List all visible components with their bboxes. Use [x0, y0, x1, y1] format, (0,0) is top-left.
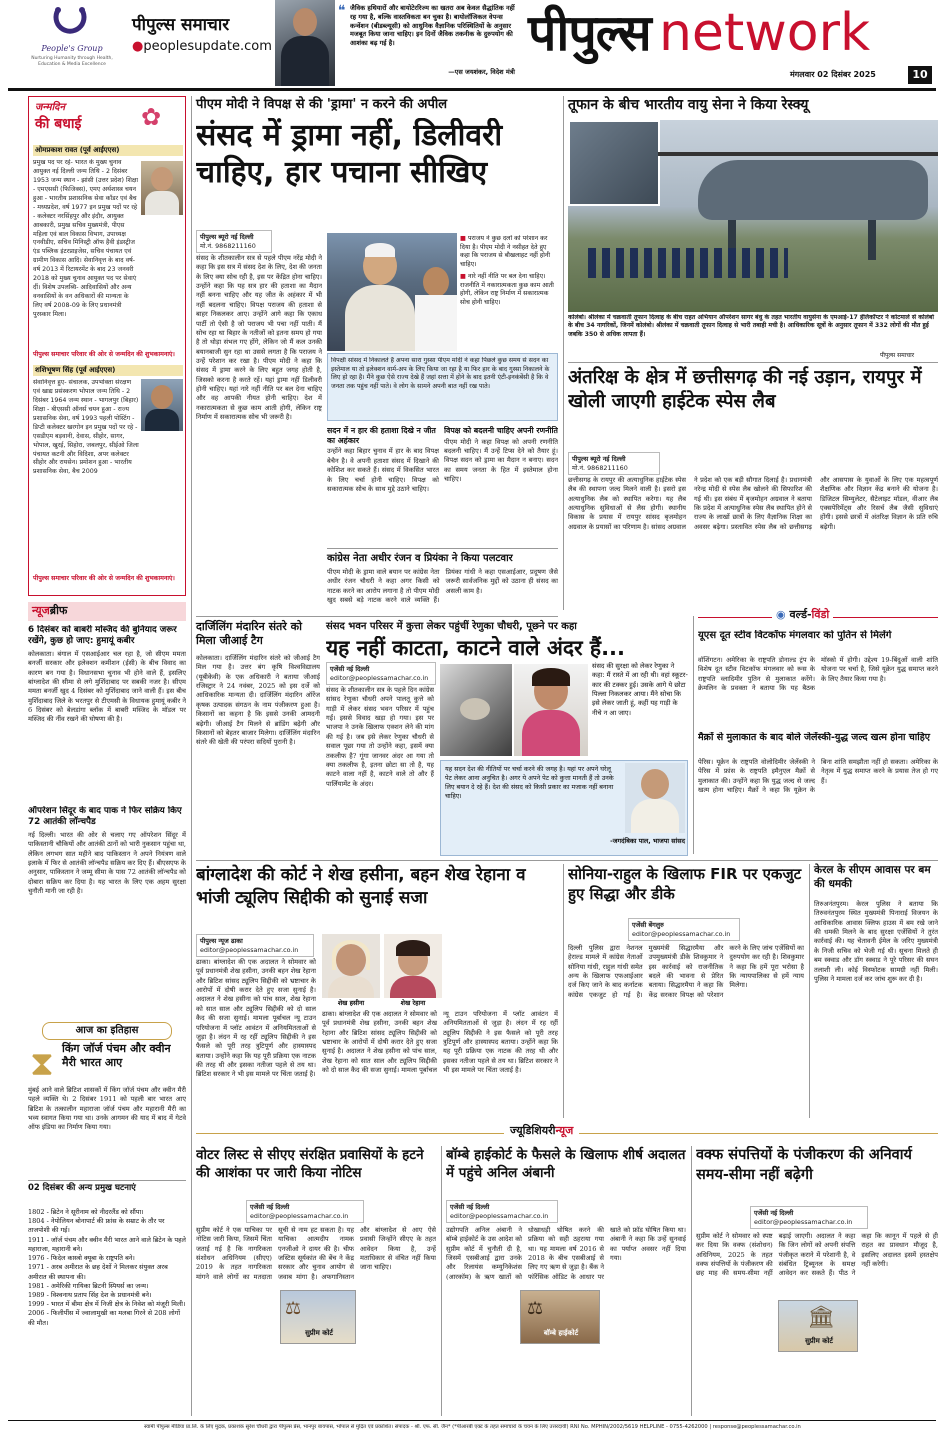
world-headline-2: मैक्रों से मुलाकात के बाद बोले जेलेंस्की-युद्ध जल्द खत्म होना चाहिए — [698, 732, 931, 743]
bangladesh-headline: बांग्लादेश की कोर्ट ने शेख हसीना, बहन शेख रेहाना व भांजी ट्यूलिप सिद्दीकी को सुनाई सजा — [196, 865, 526, 908]
brief-text-1: कोलकाता। बंगाल में एसआईआर चल रहा है, जो सीएम ममता बनर्जी सरकार और इलेक्शन कमीशन (ईसी) के बीच विवाद का कारण बन गया है। विधानसभा चुनाव भी होने वाले हैं, इसलिए बांग्लादेश की सीमा से लगे मुर्शिदाबाद पर सबकी नजर है। सीएम ममता बनर्जी खुद 4 दिसंबर को मुर्शिदाबाद जाने वाली हैं। इस बीच मुर्शिदाबाद जिले के भरतपुर से टीएमसी के विधायक हुमायूं कबीर ने 6 दिसंबर को बेलडांगा ब्लॉक में बाबरी मस्जिद के मॉडल पर मस्जिद की नींव रखने की घोषणा की है। — [28, 649, 186, 724]
space-byline — [568, 452, 660, 475]
birthday-p2-wish: पीपुल्स समाचार परिवार की ओर से जन्मदिन की शुभकामनाएं। — [33, 575, 175, 582]
news-brief-title-b: ब्रीफ — [49, 604, 68, 617]
pal-photo — [625, 763, 685, 833]
renuka-note-box — [440, 760, 688, 856]
gavel-icon: ⚖ — [285, 1298, 302, 1319]
renuka-photo — [514, 664, 588, 756]
j3-court-label: सुप्रीम कोर्ट — [805, 1337, 833, 1345]
rehana-photo — [384, 934, 442, 998]
sonia-byline-name: एजेंसी बेंगलुरु — [632, 921, 664, 929]
world-text-1: वॉशिंगटन। अमेरिका के राष्ट्रपति डोनाल्ड ट्रंप के विशेष दूत स्टीव विटकॉफ मंगलवार को रूस के राष्ट्रपति व्लादिमीर पुतिन से मुलाकात करेंगे। क्रेमलिन के प्रवक्ता ने बताया कि यह बैठक मॉस्को में होगी। उद्देश्य 19-बिंदुओं वाली शांति योजना पर चर्चा है, जिसे यूक्रेन युद्ध समाप्त करने के लिए तैयार किया गया है। — [698, 656, 938, 693]
j1-court-label: सुप्रीम कोर्ट — [305, 1329, 333, 1337]
network-english: network — [658, 3, 871, 63]
world-title-b: विंडो — [811, 608, 830, 621]
masthead-quote: जैविक हथियारों और बायोटेररिज्म का खतरा अब केवल सैद्धांतिक नहीं रह गया है, बल्कि वास्तविकता बन चुका है। बायोलॉजिकल वेपन्स कन्वेंशन (बीडब्ल्यूसी) को आधुनिक वैज्ञानिक परिस्थितियों के अनुसार मजबूत किया जाना चाहिए। इन दिनों जैविक तकनीक के दुरुपयोग की आशंका बढ़ गई है। — [350, 4, 515, 48]
j2-byline — [446, 1200, 558, 1223]
bangladesh-byline-email: editor@peoplessamachar.co.in — [200, 945, 299, 954]
j2-court-image — [520, 1290, 600, 1344]
j3-headline: वक्फ संपत्तियों के पंजीकरण की अनिवार्य समय-सीमा नहीं बढ़ेगी — [696, 1147, 912, 1183]
birthday-p1-text: प्रमुख पद पर रहे- भारत के मुख्य चुनाव आयुक्त नई दिल्ली जन्म तिथि - 2 दिसंबर 1953 जन्म स्थान - झांसी (उत्तर प्रदेश) शिक्षा - एमएससी (फिजिक्स), एमए अर्थशास्त्र चयन हुआ - भारतीय प्रशासनिक सेवा कॉडर एवं बैच - मध्यप्रदेश, वर्ष 1977 इन प्रमुख पदों पर रहे - कलेक्टर नरसिंहपुर और इंदौर, आयुक्त आबकारी, प्रमुख सचिव मुख्यमंत्री, पीएस महिला एवं बाल विकास विभाग, उपाध्यक्ष एनवीडीए, सचिव मिनिस्ट्री ऑफ हैवी इंडस्ट्रीज एंड पब्लिक इंटरप्राइजेस, सचिव पंचायत एवं ग्रामीण विकास आदि। सेवानिवृत्त के बाद वर्ष- वर्ष 2013 में रिटायरमेंट के बाद 23 जनवरी 2018 को मुख्य चुनाव आयुक्त पद पर सेवाएं दीं। विशेष उपलब्धि- आदिवासियों और अन्य वनवासियों के वन अधिकारों की मान्यता के लिए वर्ष 2008-09 के लिए प्रधानमंत्री पुरस्कार मिला। — [33, 159, 139, 318]
j2-byline-box — [446, 1200, 558, 1226]
j3-byline-box — [750, 1206, 868, 1232]
lead-photo-note-2-text: नारे नहीं नीति पर बल देना चाहिए। राजनीति में नकारात्मकता कुछ काम आती होगी, लेकिन राष्ट्र निर्माण में सकारात्मक सोच होनी चाहिए। — [460, 273, 554, 306]
bangladesh-text: ढाका। बांग्लादेश की एक अदालत ने सोमवार को पूर्व प्रधानमंत्री शेख हसीना, उनकी बहन शेख रेहाना और ब्रिटिश सांसद ट्यूलिप सिद्दीकी को भ्रष्टाचार के आरोपों में दोषी करार देते हुए सजा सुनाई है। अदालत ने शेख हसीना को पांच साल, शेख रेहाना को सात साल और ट्यूलिप सिद्दीकी को दो साल कैद की सजा सुनाई। मामला पूर्बाचल न्यू टाउन परियोजना में प्लॉट आवंटन में अनियमितताओं से जुड़ा है। लंदन में रह रहीं ट्यूलिप सिद्दीकी ने इस फैसले को पूरी तरह त्रुटिपूर्ण और हास्यास्पद बताया। उन्होंने कहा कि यह पूरी प्रक्रिया एक नाटक की तरह थी और इसका नतीजा पहले से तय था। ब्रिटिश सरकार ने भी इस मामले पर चिंता जताई है। — [196, 958, 316, 1079]
lead-sub1-text: उन्होंने कहा बिहार चुनाव में हार के बाद विपक्ष बेचैन है। वे अपनी हताशा संसद में दिखाने की कोशिश कर सकते हैं। संसद में विकसित भारत के लिए चर्चा होनी चाहिए। विपक्ष को सकारात्मक सोच के साथ मुद्दे उठाने चाहिए। — [327, 447, 439, 493]
lead-photo-note — [460, 235, 558, 350]
judiciary-title-b: न्यूज — [555, 1124, 574, 1137]
birthday-p2-text: सेवानिवृत्त हुए- संचालक, उपभोक्ता संरक्षण एवं खाद्य प्रसंस्करण भोपाल जन्म तिथि - 2 दिसंबर 1964 जन्म स्थान - भागलपुर (बिहार) शिक्षा - बीएससी ऑनर्स चयन हुआ - राज्य प्रशासनिक सेवा, वर्ष 1993 पहली पोस्टिंग - डिप्टी कलेक्टर खरगोन इन प्रमुख पदों पर रहे - एसडीएम बड़वानी, देवास, सीहोर, सागर, भोपाल, खुरई, सिहोरा, जबलपुर, सीईओ जिला पंचायत कटनी और विदिशा, अपर कलेक्टर सीहोर और रायसेन। प्रमोशन हुआ - भारतीय प्रशासनिक सेवा, बैच 2009 — [33, 379, 139, 476]
lead-sub2-text: पीएम मोदी ने कहा विपक्ष को अपनी रणनीति बदलनी चाहिए। मैं उन्हें टिप्स देने को तैयार हूं। विपक्ष सदन को ड्रामा का मैदान न बनाए। सदन का समय जनता के हित में इस्तेमाल होना चाहिए। — [444, 437, 558, 484]
darjeeling-headline: दार्जिलिंग मंदारिन संतरे को मिला जीआई टैग — [196, 620, 302, 647]
rule — [568, 362, 938, 363]
world-text-2: पेरिस। यूक्रेन के राष्ट्रपति वोलोदिमीर जेलेंस्की ने पेरिस में फ्रांस के राष्ट्रपति इमैनुएल मैक्रों से मुलाकात की। उन्होंने कहा कि युद्ध जल्द से जल्द खत्म होना चाहिए। मैक्रों ने कहा कि यूक्रेन के बिना शांति समझौता नहीं हो सकता। अमेरिका के नेतृत्व में युद्ध समाप्त करने के प्रयास तेज हो गए हैं। — [698, 758, 938, 795]
history-box — [28, 1022, 186, 1417]
history-event: 1981 - अमेरिकी गायिका ब्रिटनी स्पियर्स का जन्म। — [28, 1281, 149, 1290]
website-text: peoplesupdate.com — [143, 39, 272, 54]
renuka-note: यह सदन देश की नीतियों पर चर्चा करने की जगह है। यहां पर अपने घरेलू पेट लेकर आना अनुचित है। अगर ये अपने पेट को कुत्ता मानती हैं तो उनके लिए बयान दे रहे हैं। देश की संसद को किसी प्रकार का मजाक नहीं बनाना चाहिए। — [445, 765, 614, 800]
court-building-icon: 🏛 — [807, 1305, 835, 1330]
bangladesh-byline — [196, 934, 314, 957]
group-name: People's Group — [41, 44, 103, 53]
footer-rule — [8, 1420, 936, 1421]
history-event: 1804 - नेपोलियन बोनापार्ट की फ्रांस के सम्राट के तौर पर ताजपोशी की गई। — [28, 1217, 165, 1235]
j1-text: सुप्रीम कोर्ट ने एक याचिका पर नोटिस जारी किया, जिसमें चिंता जताई गई है कि नागरिकता संशोधन अधिनियम (सीएए) 2019 के तहत नागरिकता मांगने वाले लोगों का मतदाता सूची से नाम हट सकता है। यह याचिका आत्मदीप नामक एनजीओ ने दायर की है। चीफ जस्टिस सूर्यकांत की बेंच ने केंद्र सरकार और चुनाव आयोग से जवाब मांगा है। अफगानिस्तान और बांग्लादेश से आए ऐसे प्रवासी जिन्होंने सीएए के तहत आवेदन किया है, उन्हें मताधिकार से वंचित नहीं किया जाना चाहिए। — [196, 1226, 436, 1281]
darjeeling-text: कोलकाता। दार्जिलिंग मंदारिन संतरे को जीआई टैग मिल गया है। उत्तर बंग कृषि विश्वविद्यालय (यूबीकेवी) के एक अधिकारी ने बताया जीआई रजिस्ट्रार ने 24 नवंबर, 2025 को इस दर्जे को आधिकारिक मान्यता दी। दार्जिलिंग मंदारिन ऑरेंज कृषक उत्पादक संगठन के नाम पंजीकरण हुआ है। किसानों का कहना है कि इससे उनकी आमदनी बढ़ेगी। जीआई टैग मिलने से ब्रांडिंग बढ़ेगी और किसानों को बेहतर बाजार मिलेगा। दार्जिलिंग मंदारिन संतरे की खेती की परंपरा सदियों पुरानी है। — [196, 654, 320, 747]
column-rule — [809, 864, 810, 1118]
rehana-caption: शेख रेहाना — [400, 999, 426, 1007]
lead-photo-caption: विपक्षी सांसद में निकालते हैं अपना सारा गुस्सा पीएम मोदी ने कहा पिछले कुछ समय से सदन का इस्तेमाल या तो इलेक्शन वार्म-अप के लिए किया जा रहा है या फिर हार के बाद गुस्सा निकालने के लिए हो रहा है। मैंने कुछ ऐसे राज्य देखे हैं जहां सत्ता में होने के बाद इतनी एंटी-इनकंबेंसी है कि वे जनता तक पहुंच नहीं पाते। वे लोग के सामने अपनी बात नहीं रख पाते। — [331, 357, 550, 390]
modi-photo — [327, 233, 457, 351]
bangladesh-text-cont: ढाका। बांग्लादेश की एक अदालत ने सोमवार को पूर्व प्रधानमंत्री शेख हसीना, उनकी बहन शेख रेहाना और ब्रिटिश सांसद ट्यूलिप सिद्दीकी को भ्रष्टाचार के आरोपों में दोषी करार देते हुए सजा सुनाई है। अदालत ने शेख हसीना को पांच साल, शेख रेहाना को सात साल और ट्यूलिप सिद्दीकी को दो साल कैद की सजा सुनाई। मामला पूर्बाचल न्यू टाउन परियोजना में प्लॉट आवंटन में अनियमितताओं से जुड़ा है। लंदन में रह रहीं ट्यूलिप सिद्दीकी ने इस फैसले को पूरी तरह त्रुटिपूर्ण और हास्यास्पद बताया। उन्होंने कहा कि यह पूरी प्रक्रिया एक नाटक की तरह थी और इसका नतीजा पहले से तय था। ब्रिटिश सरकार ने भी इस मामले पर चिंता जताई है। — [322, 1010, 558, 1075]
column-rule — [693, 616, 694, 854]
rescue-inset-photo — [568, 120, 660, 206]
brief-headline-1: 6 दिसंबर को बाबरी मस्जिद की बुनियाद जरूर रखेंगे, कुछ हो जाए: हुमायूं कबीर — [28, 624, 177, 646]
network-hindi: पीपुल्स — [528, 4, 651, 62]
sonia-headline: सोनिया-राहुल के खिलाफ FIR पर एकजुट हुए सिद्धा और डीके — [568, 865, 802, 904]
paper-name: पीपुल्स समाचार — [132, 15, 230, 35]
world-window-title — [698, 606, 938, 628]
rescue-caption: कोलंबो। श्रीलंका में चक्रवाती तूफान दित्वाह के बीच राहत अभियान ऑपरेशन सागर बंधु के तहत भारतीय वायुसेना के एमआई-17 हेलिकॉप्टर ने कोटमाले से कोलंबो के बीच 34 नागरिकों, जिनमें कोलंबो। श्रीलंका में चक्रवाती तूफान दित्वाह से भारी तबाही मची है। आधिकारिक सूत्रों के अनुसार तूफान में 332 लोगों की मौत हुई जबकि 350 से अधिक लापता हैं। — [568, 314, 934, 338]
birthday-box — [28, 96, 186, 596]
j2-byline-email: editor@peoplessamachar.co.in — [450, 1211, 549, 1220]
hasina-caption: शेख हसीना — [337, 999, 365, 1007]
history-headline: किंग जॉर्ज पंचम और क्वीन मैरी भारत आए — [62, 1042, 171, 1069]
space-text: छत्तीसगढ़ के रायपुर की अत्याधुनिक हाईटेक स्पेस लैब की स्थापना जल्द मिलने वाली है। इसरो इस अत्याधुनिक लैब को स्थापित करेगा। यह लैब अत्याधुनिक सुविधाओं से लैस होगी। स्थानीय विकास के प्रयास में रायपुर सांसद बृजमोहन अग्रवाल के प्रयासों का परिणाम है। सांसद अग्रवाल ने प्रदेश को एक बड़ी सौगात दिलाई है। प्रधानमंत्री नरेन्द्र मोदी से स्पेस लैब खोलने की सिफारिश की गई थी। इस संबंध में बृजमोहन अग्रवाल ने बताया कि प्रदेश में अत्याधुनिक स्पेस लैब स्थापित होने से राज्य के लाखों छात्रों के लिए वैज्ञानिक शिक्षा का अवसर बढ़ेगा। प्रस्तावित स्पेस लैब को छत्तीसगढ़ और आसपास के युवाओं के लिए एक महत्वपूर्ण शैक्षणिक और विज्ञान केंद्र बनाने की योजना है। डिजिटल सिम्युलेटर, सैटेलाइट मॉडल, वीआर लैब एक्सपेरिमेंट्स और रिसर्च लैब जैसी सुविधाएं होंगी। इससे छात्रों में अंतरिक्ष विज्ञान के प्रति रुचि बढ़ेगी। — [568, 476, 938, 531]
news-brief — [28, 602, 186, 1017]
renuka-note-author: -जगदंबिका पाल, भाजपा सांसद — [610, 837, 685, 845]
jaishankar-photo — [275, 0, 335, 86]
website — [132, 38, 272, 56]
lead-sub1 — [327, 426, 439, 546]
rule — [327, 548, 558, 549]
space-byline-phone: मो.नं. 9868211160 — [572, 463, 628, 472]
space-headline: अंतरिक्ष के क्षेत्र में छत्तीसगढ़ की नई उड़ान, रायपुर में खोली जाएगी हाईटेक स्पेस लैब — [568, 367, 922, 412]
judiciary-title-text — [504, 1124, 579, 1139]
lead-photo-note-2: ■ नारे नहीं नीति पर बल देना चाहिए। राजनीति में नकारात्मकता कुछ काम आती होगी, लेकिन राष्ट्र निर्माण में सकारात्मक सोच होनी चाहिए। — [460, 273, 554, 306]
lead-sub3-headline: कांग्रेस नेता अधीर रंजन व प्रियंका ने किया पलटवार — [327, 553, 513, 564]
history-sub: 02 दिसंबर की अन्य प्रमुख घटनाएं — [28, 1180, 186, 1194]
masthead — [0, 0, 945, 88]
group-tagline: Nurturing Humanity through Health, Education & Media Excellence — [31, 56, 113, 67]
globe-icon: ● — [132, 39, 144, 54]
j2-text: उद्योगपति अनिल अंबानी ने बॉम्बे हाईकोर्ट के उस आदेश को सुप्रीम कोर्ट में चुनौती दी है, जिसमें एसबीआई द्वारा उनके और रिलायंस कम्युनिकेशंस (आरकॉम) के ऋण खातों को धोखाधड़ी घोषित करने की प्रक्रिया को सही ठहराया गया था। यह मामला वर्ष 2016 से 2018 के बीच एसबीआई से लिए गए ऋण से जुड़ा है। बैंक ने फॉरेंसिक ऑडिट के आधार पर खाते को फ्रॉड घोषित किया था। अंबानी ने कहा कि उन्हें सुनवाई का पर्याप्त अवसर नहीं दिया गया। — [446, 1226, 686, 1281]
world-title-a: वर्ल्ड — [789, 608, 807, 621]
kerala-text: तिरुअनंतपुरम। केरल पुलिस ने बताया कि तिरुवनंतपुरम स्थित मुख्यमंत्री पिनाराई विजयन के आधिकारिक आवास क्लिफ हाउस में बम रखे जाने की धमकी मिलने के बाद सुरक्षा एजेंसियों ने तुरंत कार्रवाई की। यह चेतावनी ईमेल के जरिए मुख्यमंत्री के निजी सचिव को भेजी गई थी। सूचना मिलते ही बम स्क्वाड और डॉग स्क्वाड ने पूरे परिसर की सघन तलाशी ली। कोई विस्फोटक सामग्री नहीं मिली। पुलिस ने मामला दर्ज कर जांच शुरू कर दी है। — [814, 900, 938, 983]
renuka-text: संसद के शीतकालीन सत्र के पहले दिन कांग्रेस सांसद रेणुका चौधरी अपने पालतू कुत्ते को गाड़ी में लेकर संसद भवन परिसर में पहुंच गईं। इससे विवाद खड़ा हो गया। इस पर भाजपा ने उनके खिलाफ एक्शन लेने की मांग की गई है। जब इसे लेकर रेणुका चौधरी से सवाल पूछा गया तो उन्होंने कहा, इसमें क्या तकलीफ है? गूंगा जानवर अंदर आ गया तो क्या तकलीफ है, इतना छोटा सा तो है, यह काटने वाला नहीं है, काटने वाले तो और हैं पार्लियामेंट के अंदर। — [326, 686, 434, 788]
j2-headline: बॉम्बे हाईकोर्ट के फैसले के खिलाफ शीर्ष अदालत में पहुंचे अनिल अंबानी — [446, 1147, 686, 1182]
birthday-p2-name: शशिभूषण सिंह (पूर्व आईएएस) — [33, 365, 183, 376]
judiciary-title — [196, 1124, 938, 1142]
renuka-quote: संसद की सुरक्षा को लेकर रेणुका ने कहा: मैं रास्ते में आ रही थी। वहां स्कूटर-कार की टक्कर हुई। उसके आगे ये छोटा पिल्ला निकलकर आया। मैंने सोचा कि इसे लेकर जाती हूं, कहीं यह गाड़ी के नीचे न आ जाए। — [592, 662, 688, 717]
masthead-rule — [8, 88, 936, 91]
lead-kicker: पीएम मोदी ने विपक्ष से की 'ड्रामा' न करने की अपील — [196, 97, 448, 112]
car-photo — [440, 664, 512, 756]
lead-byline — [196, 230, 272, 253]
bangladesh-byline-box — [196, 934, 314, 960]
world-headline-1: यूएस दूत स्टीव विटकॉफ मंगलवार को पुतिन से मिलेंगे — [698, 630, 892, 641]
hasina-photo — [322, 934, 380, 998]
j2-byline-name: एजेंसी नई दिल्ली — [450, 1203, 490, 1211]
hourglass-icon: ⧗ — [30, 1044, 54, 1084]
bangladesh-text-2 — [322, 1010, 558, 1116]
kerala-headline: केरल के सीएम आवास पर बम की धमकी — [814, 864, 931, 890]
j1-byline-name: एजेंसी नई दिल्ली — [250, 1203, 290, 1211]
lead-photo-note-1-text: पराजय ने कुछ दलों को परेशान कर दिया है। पीएम मोदी ने नसीहत देते हुए कहा कि पराजय से बौखलाहट नहीं होनी चाहिए। — [460, 235, 551, 268]
history-event: 1976 - फिदेल कास्त्रो क्यूबा के राष्ट्रपति बने। — [28, 1254, 135, 1263]
issue-date: मंगलवार 02 दिसंबर 2025 — [790, 70, 876, 79]
renuka-byline — [326, 662, 436, 685]
renuka-headline: यह नहीं काटता, काटने वाले अंदर हैं... — [326, 636, 626, 660]
quote-mark-icon: ❝ — [338, 3, 346, 19]
lead-photo-caption-box — [327, 353, 558, 421]
history-text: मुंबई आने वाले ब्रिटिश शासकों में किंग जॉर्ज पंचम और क्वीन मैरी पहले व्यक्ति थे। 2 दिसंबर 1911 को पहली बार भारत आए ब्रिटिश के तत्कालीन महाराजा जॉर्ज पंचम और महारानी मैरी का भव्य स्वागत किया गया था। उनके आगमन की याद में बाद में गेटवे ऑफ इंडिया का निर्माण किया गया। — [28, 1086, 186, 1132]
rescue-headline: तूफान के बीच भारतीय वायु सेना ने किया रेस्क्यू — [568, 97, 809, 113]
j3-court-image — [778, 1300, 858, 1352]
brief-text-2: नई दिल्ली। भारत की ओर से चलाए गए ऑपरेशन सिंदूर में पाकिस्तानी चौकियों और आतंकी ठानों को भारी नुकसान पहुंचा था, लेकिन लगभग सात महीने बाद पाकिस्तान ने अपने नियंत्रण वाले इलाके में फिर से आतंकी लॉन्चपैड सक्रिय कर दिए हैं। बीएसएफ के अनुसार, पाकिस्तान ने जम्मू सीमा के पास 72 आतंकी लॉन्चपैड को दोबारा सक्रिय कर दिया है। यह भारत के लिए एक अहम सुरक्षा चुनौती मानी जा रही है। — [28, 830, 186, 895]
space-byline-box — [568, 452, 660, 478]
birthday-p1-name: ओमप्रकाश रावत (पूर्व आईएएस) — [33, 145, 183, 156]
history-title: आज का इतिहास — [42, 1022, 172, 1040]
news-brief-title-a: न्यूज — [32, 604, 50, 617]
lead-byline-box — [196, 230, 272, 256]
j1-byline — [246, 1200, 364, 1223]
lead-photo-note-1: ■ पराजय ने कुछ दलों को परेशान कर दिया है। पीएम मोदी ने नसीहत देते हुए कहा कि पराजय से बौखलाहट नहीं होनी चाहिए। — [460, 235, 551, 268]
j1-headline: वोटर लिस्ट से सीएए संरक्षित प्रवासियों के हटने की आशंका पर जारी किया नोटिस — [196, 1147, 424, 1182]
lead-headline: संसद में ड्रामा नहीं, डिलीवरी चाहिए, हार पचाना सीखिए — [196, 118, 503, 190]
sonia-byline-email: editor@peoplessamachar.co.in — [632, 929, 731, 938]
bangladesh-byline-name: पीपुल्स न्यूज ढाका — [200, 937, 243, 945]
lead-sub1-headline: सदन में न हार की हताशा दिखे न जीत का अहंकार — [327, 426, 436, 445]
column-rule — [441, 1146, 442, 1416]
world-title-text: ◉ वर्ल्ड-विंडो — [772, 608, 833, 623]
lead-sub2-headline: विपक्ष को बदलनी चाहिए अपनी रणनीति — [444, 426, 558, 435]
lead-sub2 — [444, 426, 558, 546]
j1-byline-box — [246, 1200, 364, 1226]
lead-sub3-text: पीएम मोदी के ड्रामा वाले बयान पर कांग्रेस नेता अधीर रंजन चौधरी ने कहा अगर किसी को नाटक करने का आरोप लगाना है तो पीएम मोदी खुद सबसे बड़े नाटक करने वाले व्यक्ति हैं। प्रियंका गांधी ने कहा एसआईआर, प्रदूषण जैसे जरूरी सार्वजनिक मुद्दों को उठाना ही संसद का असली काम है। — [327, 568, 558, 605]
j1-court-image — [280, 1290, 356, 1344]
world-globe-icon: ◉ — [776, 608, 786, 621]
sonia-byline — [628, 918, 740, 941]
j3-byline-email: editor@peoplessamachar.co.in — [754, 1217, 853, 1226]
birthday-title-main: की बधाई — [35, 115, 82, 132]
rescue-credit: पीपुल्स समाचार — [880, 352, 915, 359]
flowers-icon: ✿ — [141, 103, 162, 131]
history-event: 1989 - विश्वनाथ प्रताप सिंह देश के प्रधानमंत्री बने। — [28, 1290, 152, 1299]
rescue-photo — [568, 120, 938, 312]
page-number: 10 — [908, 66, 932, 84]
gavel-icon: ⚖ — [527, 1298, 544, 1319]
brief-headline-2: ऑपरेशन सिंदूर के बाद पाक ने फिर सक्रिय किए 72 आतंकी लॉन्चपैड — [28, 805, 182, 827]
history-event: 1911 - जॉर्ज पंचम और क्वीन मैरी भारत आने वाले ब्रिटेन के पहले महाराजा, महारानी बने। — [28, 1235, 186, 1253]
j3-byline — [750, 1206, 868, 1229]
j1-byline-email: editor@peoplessamachar.co.in — [250, 1211, 349, 1220]
history-event: 2006 - फिलीपींस में ज्वालामुखी का मलबा गिरने से 208 लोगों की मौत। — [28, 1309, 181, 1327]
quote-author: —एस जयशंकर, विदेश मंत्री — [448, 68, 515, 76]
j3-text: सुप्रीम कोर्ट ने सोमवार को स्पष्ट कर दिया कि वक्फ (संशोधन) अधिनियम, 2025 के तहत वक्फ संपत्तियों के पंजीकरण की छह माह की समय-सीमा नहीं बढ़ाई जाएगी। अदालत ने कहा कि जिन लोगों को अपनी संपत्ति पंजीकृत कराने में परेशानी है, वे संबंधित ट्रिब्यूनल के समक्ष आवेदन कर सकते हैं। पीठ ने कहा कि कानून में पहले से ही राहत का प्रावधान मौजूद है, इसलिए अदालत इसमें हस्तक्षेप नहीं करेगी। — [696, 1232, 938, 1278]
news-brief-title — [28, 602, 186, 621]
j3-byline-name: एजेंसी नई दिल्ली — [754, 1209, 794, 1217]
renuka-byline-box — [326, 662, 436, 688]
footer-imprint: स्वामी पीपुल्स मीडिया प्रा.लि. के लिए मुद्रक, प्रकाशक सुरेश चौधरी द्वारा पीपुल्स प्रेस, भानपुर बायपास, भोपाल से मुद्रित एवं प्रकाशित। संपादक - श्री. एफ. सी. जैन* (*पीआरबी एक्ट के तहत समाचारों के चयन के लिए उत्तरदायी) RNI No. MPHIN/2002/5619 HELPLINE - 0755-4262000 | response@peoplessamachar.co.in — [144, 1424, 801, 1430]
birthday-title-top: जन्मदिन — [35, 102, 66, 113]
space-byline-name: पीपुल्स ब्यूरो नई दिल्ली — [572, 455, 626, 463]
network-logo — [528, 0, 932, 66]
renuka-byline-email: editor@peoplessamachar.co.in — [330, 673, 429, 682]
rule — [196, 616, 558, 617]
column-rule — [691, 1146, 692, 1416]
renuka-byline-name: एजेंसी नई दिल्ली — [330, 665, 370, 673]
history-event: 1802 - ब्रिटेन ने सूरीनाम को नीदरलैंड को सौंपा। — [28, 1208, 144, 1216]
horseshoe-logo-icon — [50, 4, 90, 44]
lead-byline-name: पीपुल्स ब्यूरो नई दिल्ली — [200, 233, 254, 241]
lead-text: संसद के शीतकालीन सत्र से पहले पीएम नरेंद्र मोदी ने कहा कि इस सत्र में संसद देश के लिए, देश की जनता के लिए क्या सोच रही है, इस पर केंद्रित होना चाहिए। उन्होंने कहा कि यह सत्र हार की हताशा का मैदान नहीं बनना चाहिए और यह जीत के अहंकार में भी नहीं बदलना चाहिए। विपक्ष पराजय की हताशा से बाहर निकलकर आए। उन्होंने आगे कहा कि एकाध पार्टी तो ऐसी है जो पराजय भी पचा नहीं पाती। मैं सोच रहा था बिहार के नतीजों को इतना समय हो गया है तो थोड़ा संभल गए होंगे, लेकिन जो मैं कल उनकी बयानबाजी सुन रहा था उससे लगता है कि पराजय ने उन्हें परेशान कर रखा है। पीएम मोदी ने कहा कि संसद में ड्रामा करने के लिए बहुत जगह होती है, जिसको करना है करते रहें। यहां ड्रामा नहीं डिलीवरी होनी चाहिए। यहां नारे नहीं नीति पर बल देना चाहिए और वह आपकी नीयत होनी चाहिए। देश में नकारात्मकता से कुछ काम आती होगी, लेकिन राष्ट्र निर्माण में सकारात्मक सोच भी जरूरी है। — [196, 254, 322, 422]
column-rule — [563, 96, 564, 610]
peoples-group-logo — [28, 4, 116, 80]
sonia-text: दिल्ली पुलिस द्वारा नेशनल हेराल्ड मामले में कांग्रेस नेताओं सोनिया गांधी, राहुल गांधी समेत अन्य के खिलाफ एफआईआर दर्ज किए जाने के बाद कर्नाटक कांग्रेस एकजुट हो गई है। मुख्यमंत्री सिद्धारमैया और उपमुख्यमंत्री डीके शिवकुमार ने इस कार्रवाई को राजनीतिक बदले की भावना से प्रेरित बताया। सिद्धारमैया ने कहा कि केंद्र सरकार विपक्ष को परेशान करने के लिए जांच एजेंसियों का दुरुपयोग कर रही है। शिवकुमार ने कहा कि हमें पूरा भरोसा है कि न्यायपालिका से हमें न्याय मिलेगा। — [568, 944, 804, 999]
column-rule — [191, 96, 192, 1416]
sonia-byline-box — [568, 918, 804, 944]
j2-court-label: बॉम्बे हाईकोर्ट — [543, 1329, 579, 1337]
birthday-title — [35, 101, 115, 133]
column-rule — [563, 864, 564, 1118]
birthday-p1-wish: पीपुल्स समाचार परिवार की ओर से जन्मदिन की शुभकामनाएं। — [33, 351, 175, 358]
history-event: 1999 - भारत में बीमा क्षेत्र में निजी क्षेत्र के निवेश को मंजूरी मिली। — [28, 1300, 186, 1309]
judiciary-title-a: ज्यूडिशियरी — [510, 1124, 556, 1137]
history-events — [28, 1208, 186, 1416]
history-event: 1971 - अरब अमीरात के छह देशों ने मिलकर संयुक्त अरब अमीरात की स्थापना की। — [28, 1263, 168, 1281]
renuka-kicker: संसद भवन परिसर में कुत्ता लेकर पहुंचीं रेणुका चौधरी, पूछने पर कहा — [326, 621, 577, 632]
rule — [196, 860, 938, 861]
lead-byline-phone: मो.नं. 9868211160 — [200, 241, 256, 250]
